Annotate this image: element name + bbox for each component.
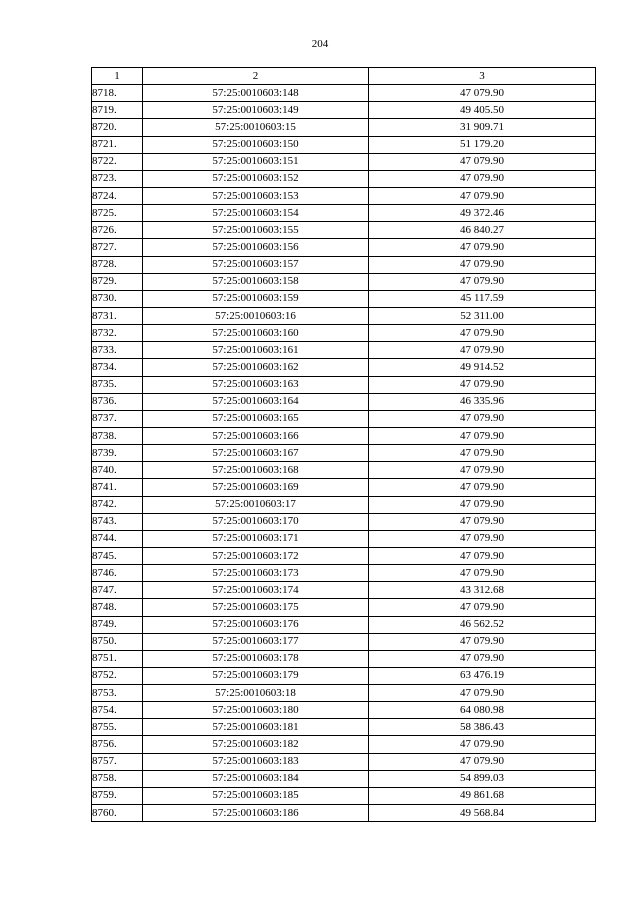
table-row	[92, 393, 596, 410]
cadastral-number-cell: 57:25:0010603:176	[143, 616, 369, 633]
table-row	[92, 513, 596, 530]
table-row	[92, 342, 596, 359]
row-number-cell: 8719.	[92, 102, 143, 119]
cadastral-number-cell: 57:25:0010603:174	[143, 582, 369, 599]
cadastral-number-cell: 57:25:0010603:168	[143, 462, 369, 479]
table-row	[92, 496, 596, 513]
table-row	[92, 753, 596, 770]
cadastral-number-cell: 57:25:0010603:181	[143, 719, 369, 736]
table-row	[92, 153, 596, 170]
table-row	[92, 770, 596, 787]
cadastral-value-cell: 47 079.90	[369, 273, 596, 290]
table-body	[92, 85, 596, 822]
table-row	[92, 565, 596, 582]
table-row	[92, 479, 596, 496]
row-number-cell: 8725.	[92, 205, 143, 222]
row-number-cell: 8760.	[92, 805, 143, 822]
cadastral-value-cell: 52 311.00	[369, 307, 596, 324]
cadastral-number-cell: 57:25:0010603:155	[143, 222, 369, 239]
cadastral-number-cell: 57:25:0010603:15	[143, 119, 369, 136]
cadastral-value-cell: 47 079.90	[369, 565, 596, 582]
table-row	[92, 702, 596, 719]
cadastral-value-cell: 47 079.90	[369, 496, 596, 513]
row-number-cell: 8720.	[92, 119, 143, 136]
cadastral-number-cell: 57:25:0010603:16	[143, 307, 369, 324]
row-number-cell: 8718.	[92, 85, 143, 102]
table-row	[92, 85, 596, 102]
cadastral-value-cell: 45 117.59	[369, 290, 596, 307]
row-number-cell: 8746.	[92, 565, 143, 582]
cadastral-value-cell: 47 079.90	[369, 462, 596, 479]
cadastral-value-cell: 58 386.43	[369, 719, 596, 736]
table-row	[92, 599, 596, 616]
table-row	[92, 290, 596, 307]
row-number-cell: 8726.	[92, 222, 143, 239]
cadastral-value-table	[91, 67, 596, 822]
row-number-cell: 8759.	[92, 787, 143, 804]
cadastral-number-cell: 57:25:0010603:17	[143, 496, 369, 513]
cadastral-value-cell: 54 899.03	[369, 770, 596, 787]
cadastral-number-cell: 57:25:0010603:156	[143, 239, 369, 256]
cadastral-value-cell: 46 562.52	[369, 616, 596, 633]
table-row	[92, 787, 596, 804]
cadastral-number-cell: 57:25:0010603:170	[143, 513, 369, 530]
row-number-cell: 8753.	[92, 685, 143, 702]
row-number-cell: 8754.	[92, 702, 143, 719]
row-number-cell: 8727.	[92, 239, 143, 256]
cadastral-number-cell: 57:25:0010603:178	[143, 650, 369, 667]
cadastral-value-cell: 51 179.20	[369, 136, 596, 153]
cadastral-value-cell: 47 079.90	[369, 239, 596, 256]
row-number-cell: 8749.	[92, 616, 143, 633]
table-row	[92, 547, 596, 564]
cadastral-number-cell: 57:25:0010603:186	[143, 805, 369, 822]
cadastral-number-cell: 57:25:0010603:184	[143, 770, 369, 787]
row-number-cell: 8739.	[92, 445, 143, 462]
table-row	[92, 445, 596, 462]
table-row	[92, 307, 596, 324]
row-number-cell: 8728.	[92, 256, 143, 273]
table-row	[92, 530, 596, 547]
cadastral-value-cell: 31 909.71	[369, 119, 596, 136]
cadastral-value-cell: 47 079.90	[369, 256, 596, 273]
cadastral-value-cell: 63 476.19	[369, 667, 596, 684]
cadastral-value-cell: 49 861.68	[369, 787, 596, 804]
row-number-cell: 8747.	[92, 582, 143, 599]
row-number-cell: 8755.	[92, 719, 143, 736]
table-row	[92, 256, 596, 273]
cadastral-number-cell: 57:25:0010603:159	[143, 290, 369, 307]
cadastral-number-cell: 57:25:0010603:173	[143, 565, 369, 582]
column-header-2: 2	[143, 68, 369, 85]
table-row	[92, 170, 596, 187]
table-row	[92, 119, 596, 136]
row-number-cell: 8735.	[92, 376, 143, 393]
row-number-cell: 8756.	[92, 736, 143, 753]
cadastral-value-cell: 49 914.52	[369, 359, 596, 376]
cadastral-value-cell: 47 079.90	[369, 753, 596, 770]
cadastral-number-cell: 57:25:0010603:150	[143, 136, 369, 153]
row-number-cell: 8723.	[92, 170, 143, 187]
cadastral-value-cell: 47 079.90	[369, 85, 596, 102]
row-number-cell: 8744.	[92, 530, 143, 547]
row-number-cell: 8741.	[92, 479, 143, 496]
cadastral-number-cell: 57:25:0010603:154	[143, 205, 369, 222]
cadastral-value-cell: 47 079.90	[369, 599, 596, 616]
column-header-3: 3	[369, 68, 596, 85]
cadastral-value-cell: 47 079.90	[369, 153, 596, 170]
row-number-cell: 8751.	[92, 650, 143, 667]
row-number-cell: 8743.	[92, 513, 143, 530]
table-header-row	[92, 68, 596, 85]
table-row	[92, 462, 596, 479]
page-number: 204	[311, 38, 329, 50]
cadastral-number-cell: 57:25:0010603:158	[143, 273, 369, 290]
cadastral-number-cell: 57:25:0010603:182	[143, 736, 369, 753]
table-row	[92, 359, 596, 376]
cadastral-value-cell: 46 840.27	[369, 222, 596, 239]
cadastral-value-cell: 49 405.50	[369, 102, 596, 119]
cadastral-number-cell: 57:25:0010603:166	[143, 427, 369, 444]
table-row	[92, 719, 596, 736]
table-row	[92, 222, 596, 239]
cadastral-number-cell: 57:25:0010603:180	[143, 702, 369, 719]
row-number-cell: 8730.	[92, 290, 143, 307]
row-number-cell: 8733.	[92, 342, 143, 359]
cadastral-number-cell: 57:25:0010603:164	[143, 393, 369, 410]
cadastral-value-cell: 47 079.90	[369, 445, 596, 462]
cadastral-number-cell: 57:25:0010603:165	[143, 410, 369, 427]
cadastral-number-cell: 57:25:0010603:163	[143, 376, 369, 393]
table-row	[92, 187, 596, 204]
row-number-cell: 8740.	[92, 462, 143, 479]
cadastral-number-cell: 57:25:0010603:162	[143, 359, 369, 376]
cadastral-number-cell: 57:25:0010603:169	[143, 479, 369, 496]
row-number-cell: 8732.	[92, 325, 143, 342]
cadastral-value-cell: 47 079.90	[369, 736, 596, 753]
table-row	[92, 102, 596, 119]
table-row	[92, 582, 596, 599]
row-number-cell: 8742.	[92, 496, 143, 513]
cadastral-number-cell: 57:25:0010603:171	[143, 530, 369, 547]
table-row	[92, 325, 596, 342]
row-number-cell: 8736.	[92, 393, 143, 410]
table-row	[92, 136, 596, 153]
row-number-cell: 8731.	[92, 307, 143, 324]
row-number-cell: 8738.	[92, 427, 143, 444]
cadastral-value-cell: 46 335.96	[369, 393, 596, 410]
cadastral-number-cell: 57:25:0010603:172	[143, 547, 369, 564]
cadastral-number-cell: 57:25:0010603:149	[143, 102, 369, 119]
row-number-cell: 8758.	[92, 770, 143, 787]
table-row	[92, 633, 596, 650]
table-row	[92, 376, 596, 393]
cadastral-value-cell: 47 079.90	[369, 170, 596, 187]
table-row	[92, 736, 596, 753]
cadastral-value-cell: 47 079.90	[369, 479, 596, 496]
row-number-cell: 8734.	[92, 359, 143, 376]
row-number-cell: 8752.	[92, 667, 143, 684]
cadastral-value-cell: 47 079.90	[369, 547, 596, 564]
row-number-cell: 8729.	[92, 273, 143, 290]
row-number-cell: 8750.	[92, 633, 143, 650]
cadastral-number-cell: 57:25:0010603:167	[143, 445, 369, 462]
cadastral-number-cell: 57:25:0010603:177	[143, 633, 369, 650]
cadastral-value-cell: 47 079.90	[369, 513, 596, 530]
cadastral-number-cell: 57:25:0010603:179	[143, 667, 369, 684]
cadastral-number-cell: 57:25:0010603:151	[143, 153, 369, 170]
cadastral-number-cell: 57:25:0010603:18	[143, 685, 369, 702]
cadastral-value-cell: 47 079.90	[369, 650, 596, 667]
cadastral-number-cell: 57:25:0010603:157	[143, 256, 369, 273]
cadastral-number-cell: 57:25:0010603:152	[143, 170, 369, 187]
row-number-cell: 8724.	[92, 187, 143, 204]
table-row	[92, 685, 596, 702]
cadastral-value-cell: 47 079.90	[369, 187, 596, 204]
cadastral-number-cell: 57:25:0010603:160	[143, 325, 369, 342]
table-row	[92, 410, 596, 427]
cadastral-number-cell: 57:25:0010603:175	[143, 599, 369, 616]
cadastral-value-cell: 47 079.90	[369, 685, 596, 702]
column-header-1: 1	[92, 68, 143, 85]
cadastral-value-cell: 47 079.90	[369, 427, 596, 444]
cadastral-number-cell: 57:25:0010603:148	[143, 85, 369, 102]
cadastral-number-cell: 57:25:0010603:161	[143, 342, 369, 359]
row-number-cell: 8737.	[92, 410, 143, 427]
cadastral-number-cell: 57:25:0010603:185	[143, 787, 369, 804]
row-number-cell: 8721.	[92, 136, 143, 153]
cadastral-value-cell: 64 080.98	[369, 702, 596, 719]
row-number-cell: 8745.	[92, 547, 143, 564]
cadastral-number-cell: 57:25:0010603:183	[143, 753, 369, 770]
cadastral-value-cell: 49 372.46	[369, 205, 596, 222]
cadastral-value-cell: 47 079.90	[369, 342, 596, 359]
cadastral-value-cell: 43 312.68	[369, 582, 596, 599]
cadastral-value-cell: 47 079.90	[369, 325, 596, 342]
table-row	[92, 239, 596, 256]
row-number-cell: 8748.	[92, 599, 143, 616]
table-row	[92, 650, 596, 667]
table-row	[92, 616, 596, 633]
cadastral-value-cell: 47 079.90	[369, 376, 596, 393]
row-number-cell: 8722.	[92, 153, 143, 170]
cadastral-value-cell: 47 079.90	[369, 530, 596, 547]
row-number-cell: 8757.	[92, 753, 143, 770]
table-row	[92, 205, 596, 222]
cadastral-value-cell: 49 568.84	[369, 805, 596, 822]
table-row	[92, 273, 596, 290]
cadastral-number-cell: 57:25:0010603:153	[143, 187, 369, 204]
cadastral-value-cell: 47 079.90	[369, 410, 596, 427]
cadastral-value-cell: 47 079.90	[369, 633, 596, 650]
table-row	[92, 667, 596, 684]
table-row	[92, 805, 596, 822]
table-row	[92, 427, 596, 444]
